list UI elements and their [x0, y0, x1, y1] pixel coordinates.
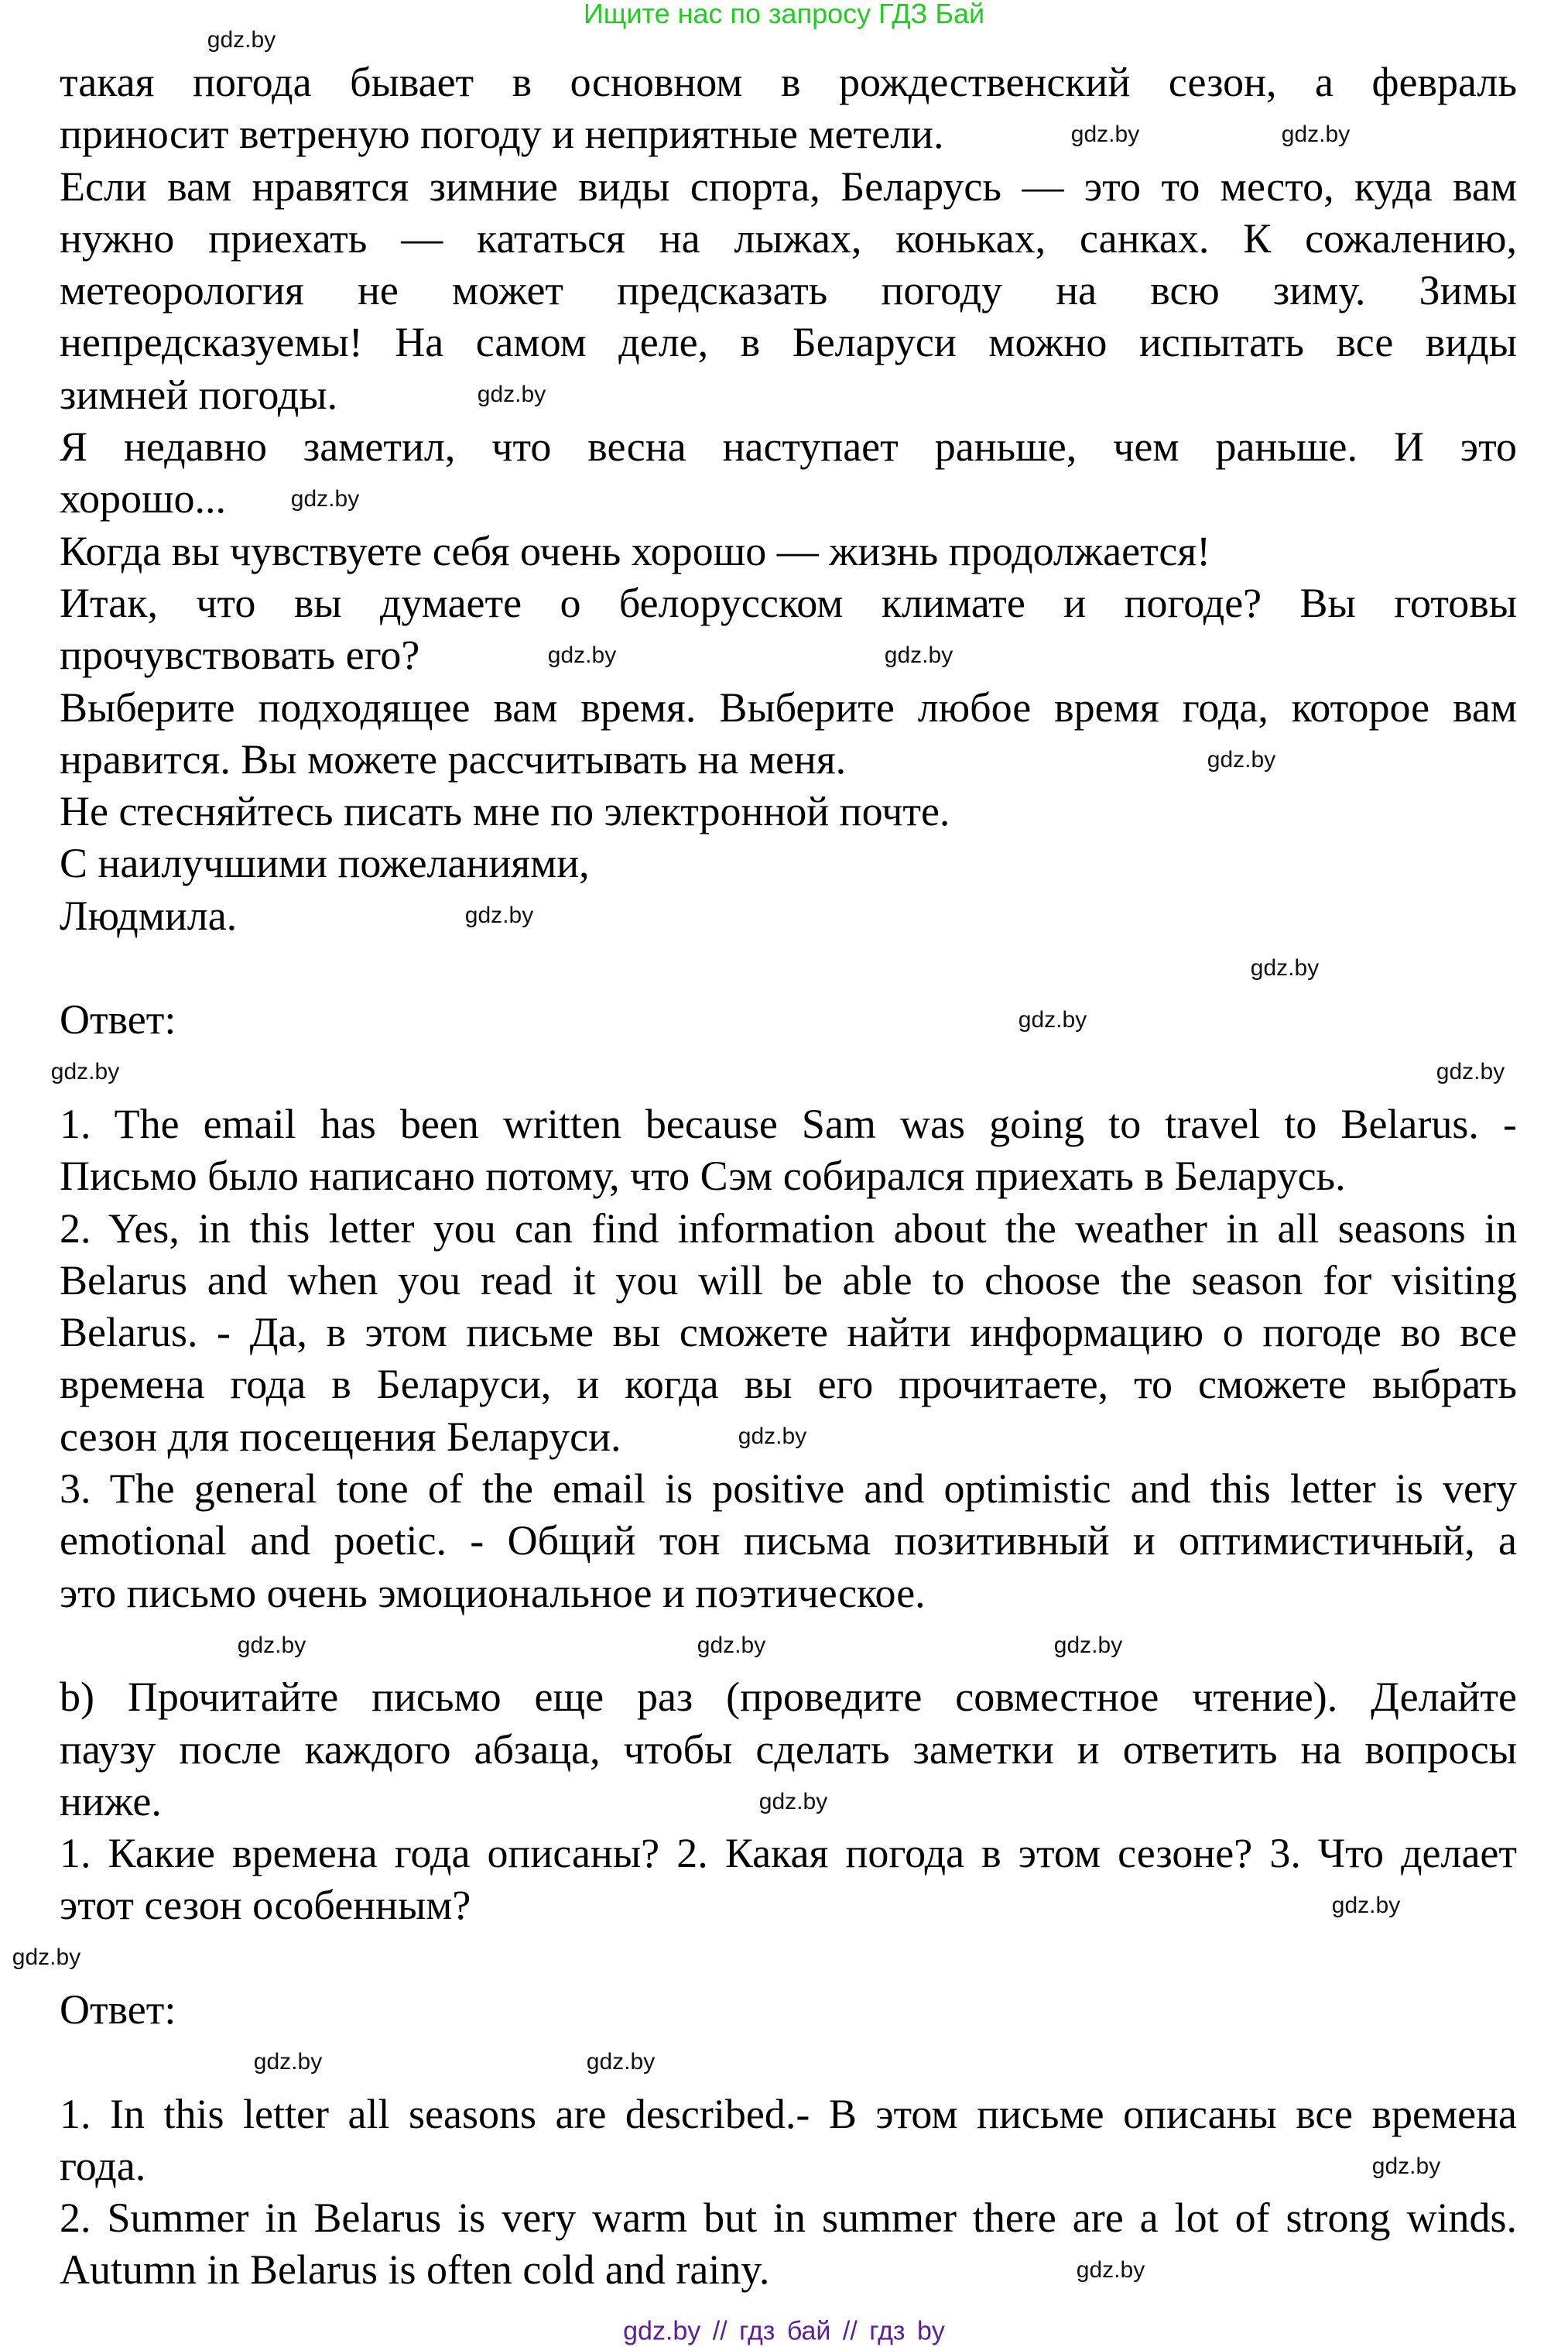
paragraph — [60, 421, 1517, 526]
watermark: gdz.by — [738, 1424, 807, 1450]
text-line: Belarus and when you read it you will be able to choose the season for visiting — [60, 1256, 1517, 1304]
watermark: gdz.by — [758, 1788, 828, 1814]
text-line: ниже. — [60, 1777, 162, 1824]
watermark: gdz.by — [477, 382, 546, 408]
paragraph — [60, 786, 1517, 838]
text-line: 1. The email has been written because Sam was going to travel to Belarus. - — [60, 1100, 1517, 1147]
text-line: Людмила. — [60, 892, 238, 939]
paragraph — [60, 161, 1517, 421]
text-line: прочувствовать его? — [60, 632, 420, 679]
text-line: зимней погоды. — [60, 371, 338, 418]
watermark: gdz.by — [50, 1059, 120, 1085]
text-line: Если вам нравятся зимние виды спорта, Беларусь — это то место, куда вам — [60, 163, 1517, 210]
blank-line — [60, 1932, 1517, 1984]
paragraph — [60, 577, 1517, 682]
text-line: этот сезон особенным? — [60, 1882, 471, 1929]
paragraph — [60, 1463, 1517, 1619]
watermark: gdz.by — [697, 1632, 766, 1658]
text-line: Выберите подходящее вам время. Выберите любое время года, которое вам — [60, 684, 1517, 731]
text-line: 1. Какие времена года описаны? 2. Какая погода в этом сезоне? 3. Что делает — [60, 1830, 1517, 1877]
text-line: это письмо очень эмоциональное и поэтическое. — [60, 1569, 926, 1616]
text-line: Письмо было написано потому, что Сэм собирался приехать в Беларусь. — [60, 1153, 1346, 1200]
text-line: приносит ветреную погоду и неприятные метели. — [60, 111, 944, 158]
text-line: 3. The general tone of the email is positive and optimistic and this letter is very — [60, 1465, 1517, 1513]
watermark: gdz.by — [207, 27, 276, 53]
watermark: gdz.by — [237, 1632, 306, 1658]
text-line: Ответ: — [60, 1986, 176, 2033]
watermark: gdz.by — [586, 2049, 656, 2075]
paragraph — [60, 1984, 1517, 2036]
text-line: Ответ: — [60, 996, 176, 1043]
paragraph — [60, 838, 1517, 889]
text-line: нравится. Вы можете рассчитывать на меня. — [60, 735, 847, 783]
text-line: хорошо... — [60, 475, 227, 523]
watermark: gdz.by — [1053, 1632, 1123, 1658]
watermark: gdz.by — [1076, 2257, 1145, 2284]
text-line: метеорология не может предсказать погоду на всю зиму. Зимы — [60, 267, 1517, 314]
text-line: сезон для посещения Беларуси. — [60, 1413, 621, 1460]
text-line: года. — [60, 2142, 146, 2189]
watermark: gdz.by — [1070, 121, 1140, 147]
watermark: gdz.by — [1207, 746, 1276, 773]
paragraph — [60, 526, 1517, 577]
text-line: С наилучшими пожеланиями, — [60, 840, 590, 887]
paragraph — [60, 890, 1517, 942]
text-line: Итак, что вы думаете о белорусском климате и погоде? Вы готовы — [60, 579, 1517, 626]
blank-line — [60, 1047, 1517, 1098]
text-line: Я недавно заметил, что весна наступает раньше, чем раньше. И это — [60, 423, 1517, 471]
document-body — [60, 57, 1517, 2297]
text-line: Belarus. - Да, в этом письме вы сможете найти информацию о погоде во все — [60, 1309, 1517, 1356]
watermark: gdz.by — [1436, 1059, 1505, 1085]
text-line: 2. Yes, in this letter you can find information about the weather in all seasons in — [60, 1204, 1517, 1252]
watermark: gdz.by — [1331, 1893, 1401, 1919]
paragraph — [60, 1098, 1517, 1203]
watermark: gdz.by — [1018, 1007, 1087, 1033]
text-line: паузу после каждого абзаца, чтобы сделать заметки и ответить на вопросы — [60, 1725, 1517, 1773]
text-line: b) Прочитайте письмо еще раз (проведите совместное чтение). Делайте — [60, 1674, 1517, 1721]
watermark: gdz.by — [12, 1944, 81, 1971]
text-line: Не стесняйтесь писать мне по электронной почте. — [60, 788, 950, 835]
paragraph — [60, 994, 1517, 1046]
text-line: 1. In this letter all seasons are described.- В этом письме описаны все времена — [60, 2090, 1517, 2137]
text-line: непредсказуемы! На самом деле, в Беларуси можно испытать все виды — [60, 319, 1517, 366]
footer-links[interactable]: gdz.by // гдз бай // гдз by — [623, 2316, 945, 2346]
watermark: gdz.by — [547, 642, 617, 668]
paragraph — [60, 1828, 1517, 1932]
watermark: gdz.by — [1250, 954, 1320, 981]
watermark: gdz.by — [290, 486, 360, 512]
text-line: времена года в Беларуси, и когда вы его прочитаете, то сможете выбрать — [60, 1361, 1517, 1408]
paragraph — [60, 682, 1517, 786]
paragraph — [60, 2192, 1517, 2297]
watermark: gdz.by — [1281, 121, 1351, 147]
text-line: такая погода бывает в основном в рождественский сезон, а февраль — [60, 59, 1517, 105]
text-line: нужно приехать — кататься на лыжах, коньках, санках. К сожалению, — [60, 214, 1517, 262]
paragraph — [60, 2088, 1517, 2193]
watermark: gdz.by — [1371, 2153, 1441, 2179]
text-line: Когда вы чувствуете себя очень хорошо — жизнь продолжается! — [60, 527, 1211, 574]
watermark: gdz.by — [253, 2049, 323, 2075]
watermark: gdz.by — [464, 903, 534, 929]
search-banner[interactable]: Ищите нас по запросу ГДЗ Бай — [583, 0, 985, 29]
text-line: 2. Summer in Belarus is very warm but in summer there are a lot of strong winds. — [60, 2195, 1517, 2242]
text-line: Autumn in Belarus is often cold and rainy. — [60, 2246, 770, 2294]
text-line: emotional and poetic. - Общий тон письма позитивный и оптимистичный, а — [60, 1517, 1517, 1564]
watermark: gdz.by — [884, 642, 953, 668]
